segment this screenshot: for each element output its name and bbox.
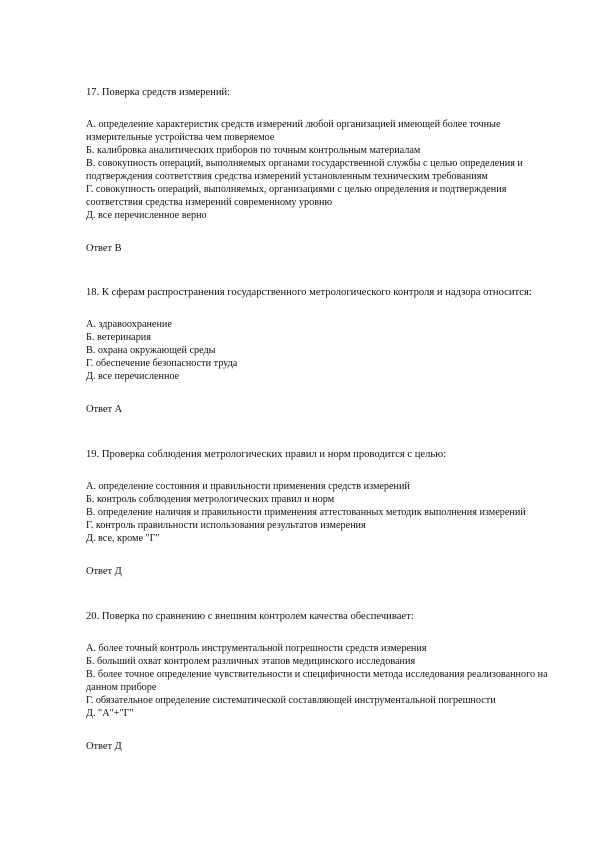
question-17 — [86, 86, 556, 265]
option-b: Б. контроль соблюдения метрологических правил и норм — [86, 494, 335, 505]
option-g: Г. обеспечение безопасности труда — [86, 358, 238, 369]
option-d: Д. все перечисленное верно — [86, 210, 207, 221]
option-v: В. охрана окружающей среды — [86, 345, 216, 356]
question-title: 17. Поверка средств измерений: — [86, 87, 231, 98]
answer: Ответ А — [86, 404, 123, 415]
option-a: А. здравоохранение — [86, 319, 172, 330]
question-19 — [86, 448, 556, 588]
option-v: В. совокупность операций, выполняемых органами государственной службы с целью определения и подтверждения соответствия средства измерений установленным техническим требованиям — [86, 158, 523, 182]
option-a: А. более точный контроль инструментальной погрешности средств измерения — [86, 643, 427, 654]
option-d: Д. все перечисленное — [86, 371, 180, 382]
option-d: Д. все, кроме "Г" — [86, 533, 160, 544]
question-title: 19. Проверка соблюдения метрологических правил и норм проводится с целью: — [86, 449, 447, 460]
option-b: Б. ветеринария — [86, 332, 151, 343]
option-g: Г. контроль правильности использования результатов измерения — [86, 520, 366, 531]
question-title: 20. Поверка по сравнению с внешним контролем качества обеспечивает: — [86, 611, 414, 622]
question-18 — [86, 286, 556, 426]
option-g: Г. обязательное определение систематической составляющей инструментальной погрешности — [86, 695, 496, 706]
question-title: 18. К сферам распространения государственного метрологического контроля и надзора относится: — [86, 287, 532, 298]
answer: Ответ Д — [86, 566, 122, 577]
option-d: Д. "А"+"Г" — [86, 708, 134, 719]
option-b: Б. калибровка аналитических приборов по точным контрольным материалам — [86, 145, 421, 156]
option-b: Б. больший охват контролем различных этапов медицинского исследования — [86, 656, 416, 667]
option-a: А. определение характеристик средств измерений любой организацией имеющей более точные измерительные устройства чем поверяемое — [86, 119, 501, 143]
option-a: А. определение состояния и правильности применения средств измерений — [86, 481, 410, 492]
question-20 — [86, 610, 556, 763]
option-v: В. более точное определение чувствительности и специфичности метода исследования реализованного на данном приборе — [86, 669, 548, 693]
option-g: Г. совокупность операций, выполняемых, организациями с целью определения и подтверждения соответствия средства измерений современному уровню — [86, 184, 507, 208]
answer: Ответ В — [86, 243, 122, 254]
answer: Ответ Д — [86, 741, 122, 752]
option-v: В. определение наличия и правильности применения аттестованных методик выполнения измерений — [86, 507, 526, 518]
